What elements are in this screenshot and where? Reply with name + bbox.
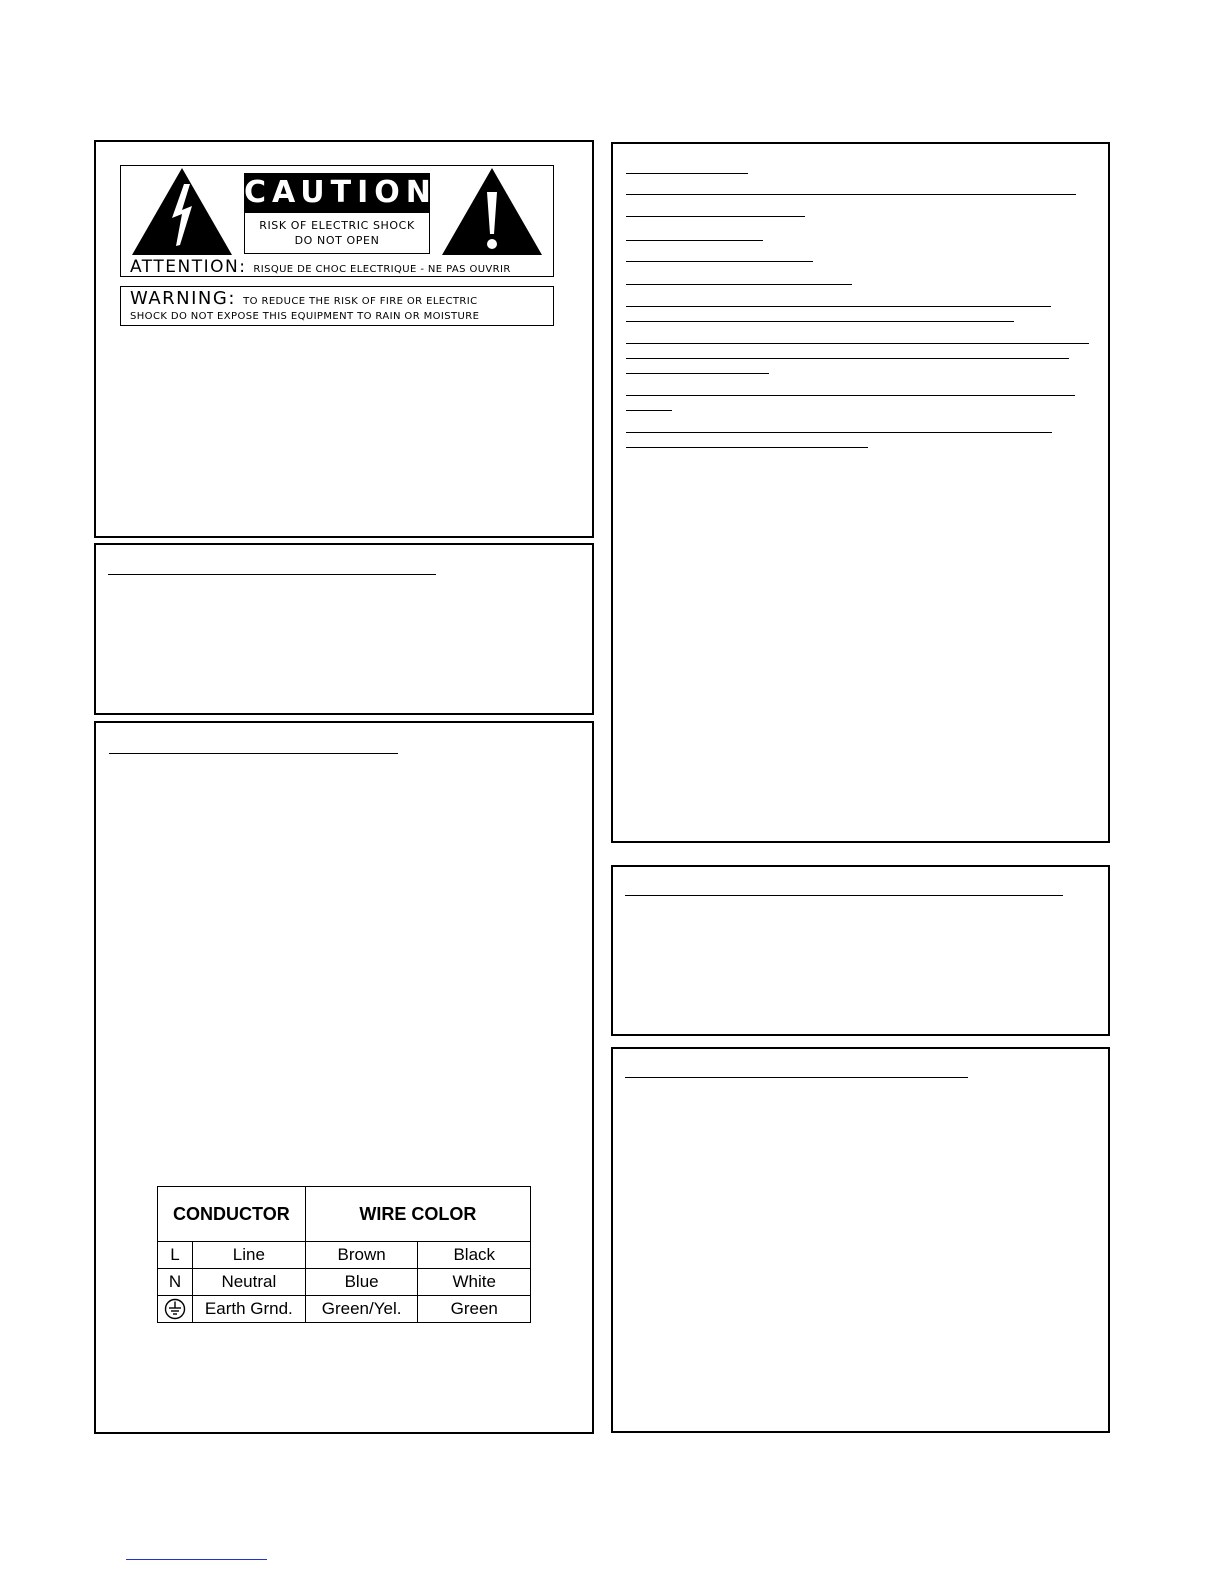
section-panel-right-1 bbox=[611, 142, 1110, 843]
warning-text-2: SHOCK DO NOT EXPOSE THIS EQUIPMENT TO RAIN OR MOISTURE bbox=[130, 311, 480, 322]
warning-notice bbox=[130, 288, 477, 313]
caution-sub-line-1: RISK OF ELECTRIC SHOCK bbox=[259, 219, 415, 232]
wire-color-2: Green bbox=[418, 1296, 531, 1323]
table-row bbox=[158, 1269, 531, 1296]
list-rule bbox=[626, 373, 769, 374]
conductor-code: L bbox=[158, 1242, 193, 1269]
warning-text-1: TO REDUCE THE RISK OF FIRE OR ELECTRIC bbox=[243, 296, 478, 307]
table-row bbox=[158, 1242, 531, 1269]
caution-subtitle bbox=[244, 213, 430, 254]
heading-rule bbox=[625, 895, 1063, 896]
list-rule bbox=[626, 358, 1069, 359]
conductor-code: N bbox=[158, 1269, 193, 1296]
list-rule bbox=[626, 194, 1076, 195]
footer-link[interactable] bbox=[126, 1559, 267, 1560]
electric-shock-warning-icon bbox=[132, 168, 232, 256]
caution-title: CAUTION bbox=[244, 173, 430, 213]
exclamation-warning-icon bbox=[442, 168, 542, 256]
wire-color-1: Green/Yel. bbox=[305, 1296, 418, 1323]
wire-color-1: Brown bbox=[305, 1242, 418, 1269]
heading-rule bbox=[625, 1077, 968, 1078]
caution-sub-line-2: DO NOT OPEN bbox=[294, 234, 380, 247]
list-rule bbox=[626, 240, 763, 241]
heading-rule bbox=[626, 173, 748, 174]
conductor-code bbox=[158, 1296, 193, 1323]
wire-color-header: WIRE COLOR bbox=[305, 1187, 530, 1242]
wire-color-table bbox=[157, 1186, 531, 1323]
list-rule bbox=[626, 395, 1075, 396]
list-rule bbox=[626, 216, 805, 217]
conductor-header: CONDUCTOR bbox=[158, 1187, 306, 1242]
conductor-name: Neutral bbox=[192, 1269, 305, 1296]
section-panel-left-2 bbox=[94, 543, 594, 715]
wire-color-1: Blue bbox=[305, 1269, 418, 1296]
list-rule bbox=[626, 343, 1089, 344]
heading-rule bbox=[109, 753, 398, 754]
section-panel-right-2 bbox=[611, 865, 1110, 1036]
list-rule bbox=[626, 261, 813, 262]
section-panel-right-3 bbox=[611, 1047, 1110, 1433]
heading-rule bbox=[108, 574, 436, 575]
list-rule bbox=[626, 306, 1051, 307]
section-panel-left-3 bbox=[94, 721, 594, 1434]
wire-color-2: White bbox=[418, 1269, 531, 1296]
wire-color-2: Black bbox=[418, 1242, 531, 1269]
warning-label: WARNING: bbox=[130, 288, 236, 309]
attention-label: ATTENTION: bbox=[130, 257, 247, 277]
conductor-name: Earth Grnd. bbox=[192, 1296, 305, 1323]
table-header-row bbox=[158, 1187, 531, 1242]
list-rule bbox=[626, 321, 1014, 322]
attention-text: RISQUE DE CHOC ELECTRIQUE - NE PAS OUVRIR bbox=[253, 264, 511, 275]
list-rule bbox=[626, 410, 672, 411]
list-rule bbox=[626, 447, 868, 448]
list-rule bbox=[626, 432, 1052, 433]
list-rule bbox=[626, 284, 852, 285]
conductor-name: Line bbox=[192, 1242, 305, 1269]
earth-ground-icon bbox=[164, 1298, 186, 1320]
attention-notice bbox=[130, 257, 511, 280]
table-row bbox=[158, 1296, 531, 1323]
